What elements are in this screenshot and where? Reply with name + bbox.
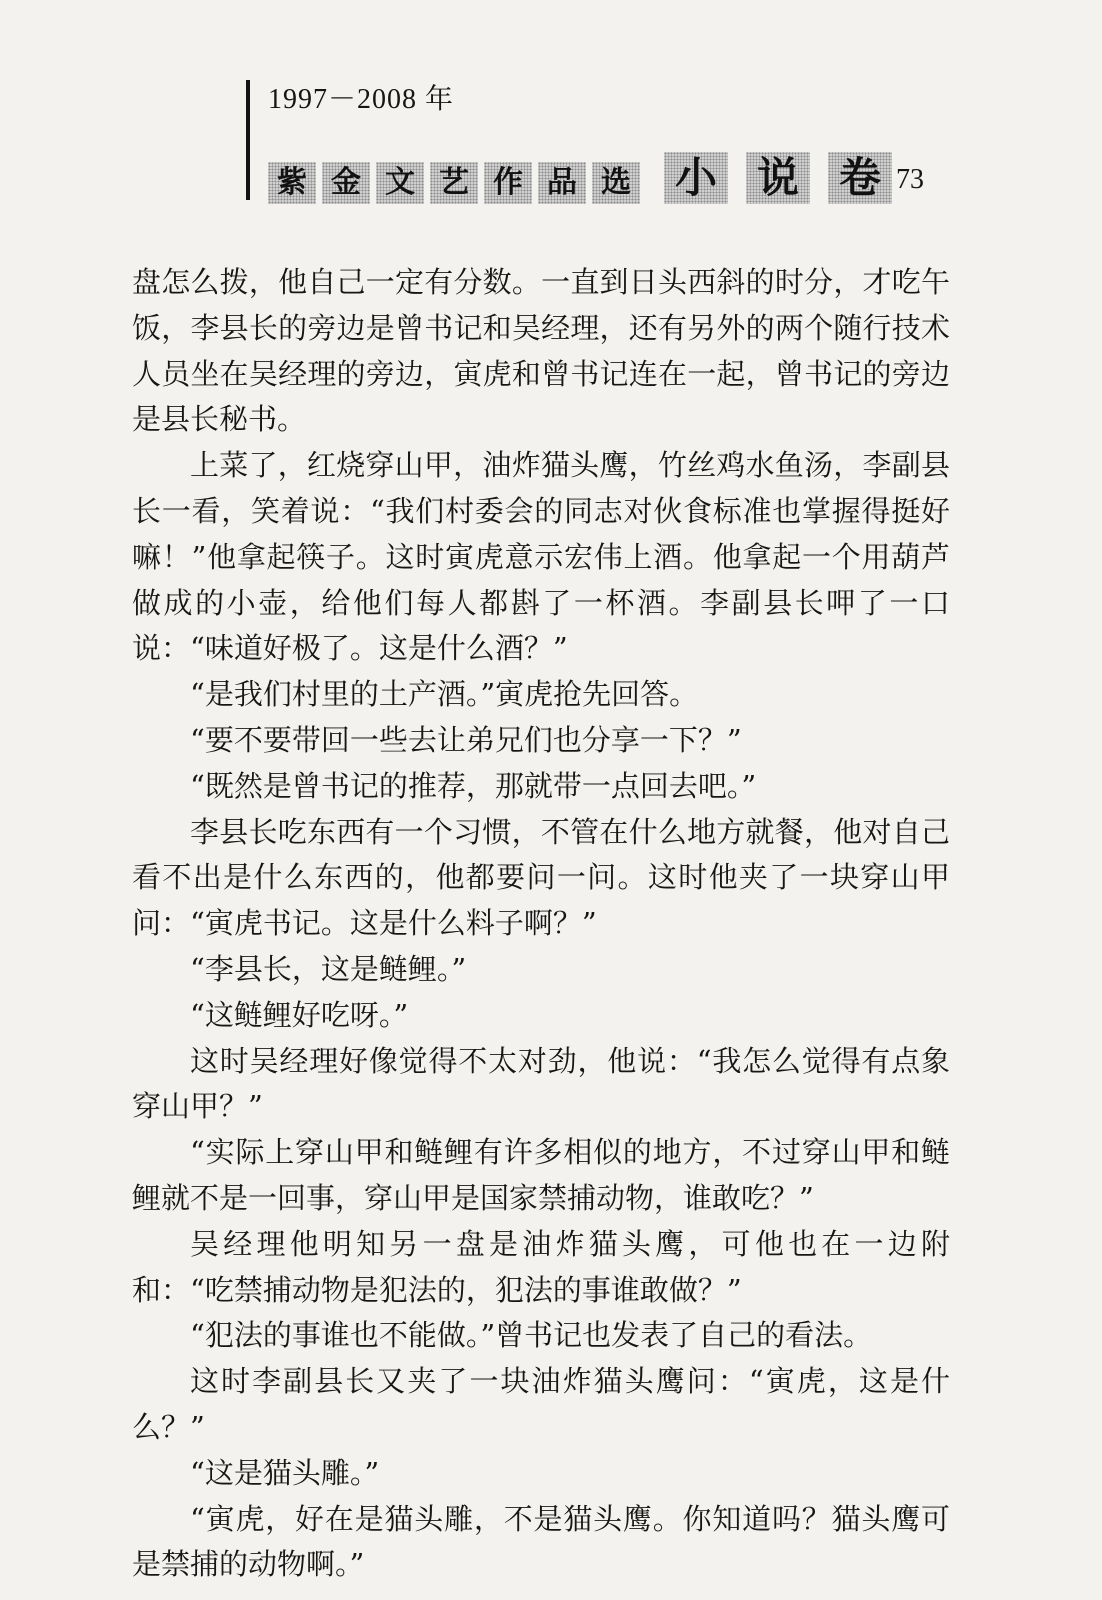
header-vertical-rule (246, 80, 250, 200)
paragraph: 这时李副县长又夹了一块油炸猫头鹰问：“寅虎，这是什么？” (132, 1364, 950, 1444)
volume-title (664, 152, 892, 204)
paragraph: 李县长吃东西有一个习惯，不管在什么地方就餐，他对自己看不出是什么东西的，他都要问一问。这时他夹了一块穿山甲问：“寅虎书记。这是什么料子啊？” (132, 814, 950, 941)
paragraph: 盘怎么拨，他自己一定有分数。一直到日头西斜的时分，才吃午饭，李县长的旁边是曾书记和吴经理，还有另外的两个随行技术人员坐在吴经理的旁边，寅虎和曾书记连在一起，曾书记的旁边是县长秘书。 (132, 265, 950, 437)
paragraph: “实际上穿山甲和鲢鲤有许多相似的地方，不过穿山甲和鲢鲤就不是一回事，穿山甲是国家禁捕动物，谁敢吃？” (132, 1135, 950, 1215)
paragraph: “要不要带回一些去让弟兄们也分享一下？” (190, 722, 742, 757)
series-title (268, 162, 640, 204)
paragraph: 这时吴经理好像觉得不太对劲，他说：“我怎么觉得有点象穿山甲？” (132, 1043, 950, 1124)
paragraph: “这是猫头雕。” (190, 1455, 380, 1490)
paragraph: 上菜了，红烧穿山甲，油炸猫头鹰，竹丝鸡水鱼汤，李副县长一看，笑着说：“我们村委会的同志对伙食标准也掌握得挺好嘛！”他拿起筷子。这时寅虎意示宏伟上酒。他拿起一个用葫芦做成的小壶，给他们每人都斟了一杯酒。李副县长呷了一口说：“味道好极了。这是什么酒？” (132, 448, 950, 666)
paragraph: “这鲢鲤好吃呀。” (190, 997, 409, 1032)
series-title-char: 艺 (430, 162, 478, 204)
paragraph: “寅虎，好在是猫头雕，不是猫头鹰。你知道吗？猫头鹰可是禁捕的动物啊。” (132, 1501, 950, 1582)
series-title-char: 文 (376, 162, 424, 204)
page-number: 73 (896, 164, 924, 195)
volume-title-char: 小 (664, 152, 728, 204)
volume-title-char: 说 (746, 152, 810, 204)
series-title-char: 金 (322, 162, 370, 204)
paragraph: “李县长，这是鲢鲤。” (190, 951, 467, 986)
series-title-char: 选 (592, 162, 640, 204)
paragraph: “是我们村里的土产酒。”寅虎抢先回答。 (190, 677, 699, 712)
header-year-range: 1997－2008 年 (268, 84, 455, 115)
paragraph: 吴经理他明知另一盘是油炸猫头鹰，可他也在一边附和：“吃禁捕动物是犯法的，犯法的事谁敢做？” (132, 1226, 950, 1307)
series-title-char: 紫 (268, 162, 316, 204)
running-header (268, 148, 892, 204)
paragraph: “犯法的事谁也不能做。”曾书记也发表了自己的看法。 (190, 1318, 873, 1353)
volume-title-char: 卷 (828, 152, 892, 204)
body-text (132, 260, 950, 1588)
series-title-char: 作 (484, 162, 532, 204)
paragraph: “既然是曾书记的推荐，那就带一点回去吧。” (190, 768, 757, 803)
series-title-char: 品 (538, 162, 586, 204)
